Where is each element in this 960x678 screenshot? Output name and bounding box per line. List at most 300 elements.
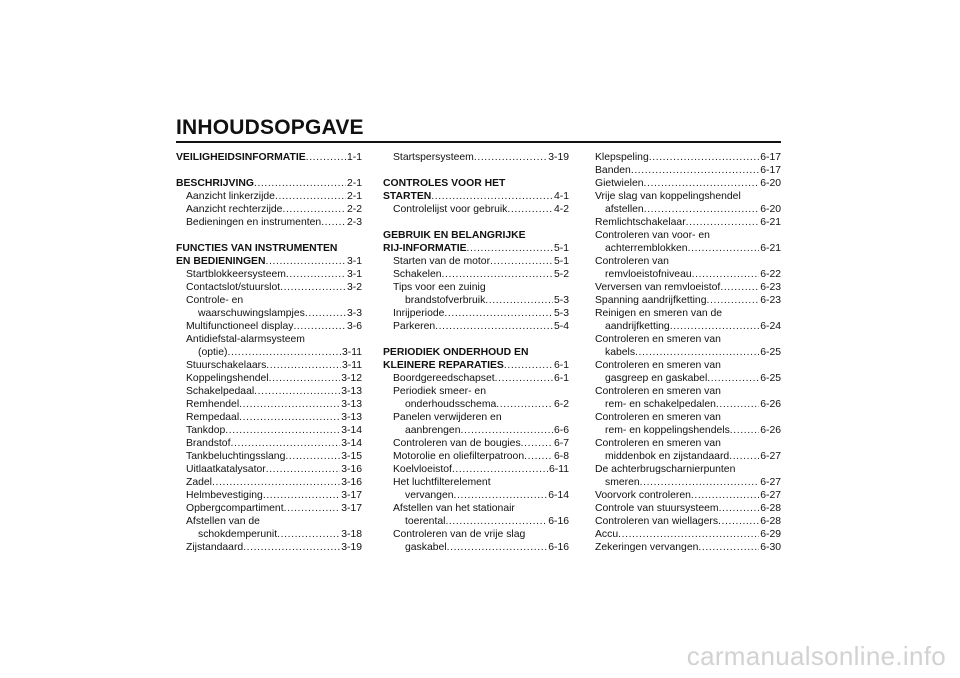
dot-leader bbox=[282, 203, 346, 216]
dot-leader bbox=[688, 242, 760, 255]
toc-page-number: 3-17 bbox=[341, 490, 362, 501]
toc-entry bbox=[595, 320, 781, 333]
toc-entry-title: gaskabel bbox=[405, 542, 447, 553]
toc-entry bbox=[383, 463, 569, 476]
toc-column-2 bbox=[383, 151, 569, 554]
dot-leader bbox=[631, 164, 759, 177]
toc-entry bbox=[595, 359, 781, 372]
toc-page-number: 3-16 bbox=[341, 464, 362, 475]
dot-leader bbox=[719, 502, 760, 515]
toc-entry-title: Starten van de motor bbox=[393, 256, 491, 267]
dot-leader bbox=[691, 489, 759, 502]
toc-entry-title: Bedieningen en instrumenten bbox=[186, 217, 322, 228]
toc-page-number: 6-1 bbox=[553, 360, 569, 371]
toc-page-number: 6-25 bbox=[760, 373, 781, 384]
toc-page-number: 6-23 bbox=[760, 282, 781, 293]
toc-entry-title: Verversen van remvloeistof bbox=[595, 282, 721, 293]
toc-entry-title: onderhoudsschema bbox=[405, 399, 497, 410]
dot-leader bbox=[321, 216, 346, 229]
toc-entry bbox=[595, 164, 781, 177]
toc-entry-title: Afstellen van het stationair bbox=[393, 503, 515, 514]
toc-entry-title: Banden bbox=[595, 165, 631, 176]
toc-entry-title: schokdemperunit bbox=[198, 529, 278, 540]
dot-leader bbox=[239, 398, 340, 411]
toc-entry bbox=[383, 437, 569, 450]
toc-entry bbox=[383, 255, 569, 268]
dot-leader bbox=[452, 463, 548, 476]
toc-page-number: 6-26 bbox=[760, 399, 781, 410]
page-title: INHOUDSOPGAVE bbox=[176, 116, 364, 139]
toc-entry-title: RIJ-INFORMATIE bbox=[383, 243, 467, 254]
toc-entry bbox=[383, 450, 569, 463]
toc-entry-title: Remhendel bbox=[186, 399, 240, 410]
dot-leader bbox=[707, 294, 760, 307]
toc-entry bbox=[383, 541, 569, 554]
toc-page-number: 1-1 bbox=[346, 152, 362, 163]
toc-entry-title: Zadel bbox=[186, 477, 212, 488]
dot-leader bbox=[230, 437, 340, 450]
toc-entry bbox=[383, 294, 569, 307]
toc-page-number: 4-1 bbox=[553, 191, 569, 202]
dot-leader bbox=[293, 320, 346, 333]
toc-entry bbox=[595, 177, 781, 190]
toc-entry-title: Opbergcompartiment bbox=[186, 503, 284, 514]
toc-page-number: 5-1 bbox=[553, 256, 569, 267]
toc-entry bbox=[176, 268, 362, 281]
dot-leader bbox=[640, 476, 760, 489]
toc-entry bbox=[383, 268, 569, 281]
toc-entry bbox=[383, 203, 569, 216]
toc-entry-title: achterremblokken bbox=[605, 243, 688, 254]
dot-leader bbox=[239, 411, 340, 424]
toc-entry-title: middenbok en zijstandaard bbox=[605, 451, 730, 462]
dot-leader bbox=[504, 359, 553, 372]
toc-entry-title: Brandstof bbox=[186, 438, 231, 449]
toc-entry-title: KLEINERE REPARATIES bbox=[383, 360, 504, 371]
dot-leader bbox=[442, 268, 553, 281]
toc-entry-title: Schakelen bbox=[393, 269, 442, 280]
toc-entry bbox=[595, 463, 781, 476]
dot-leader bbox=[686, 216, 760, 229]
dot-leader bbox=[435, 320, 553, 333]
toc-entry bbox=[595, 255, 781, 268]
toc-entry bbox=[176, 424, 362, 437]
toc-entry-title: Panelen verwijderen en bbox=[393, 412, 502, 423]
dot-leader bbox=[707, 372, 759, 385]
toc-entry bbox=[383, 489, 569, 502]
toc-entry bbox=[176, 177, 362, 190]
toc-entry-title: aanbrengen bbox=[405, 425, 461, 436]
toc-entry-title: Spanning aandrijfketting bbox=[595, 295, 707, 306]
dot-leader bbox=[507, 203, 553, 216]
dot-leader bbox=[644, 203, 760, 216]
toc-entry bbox=[383, 151, 569, 164]
dot-leader bbox=[718, 515, 759, 528]
toc-page-number: 6-26 bbox=[760, 425, 781, 436]
toc-entry-title: Zijstandaard bbox=[186, 542, 244, 553]
toc-entry bbox=[383, 502, 569, 515]
toc-entry-title: Controleren van bbox=[595, 256, 669, 267]
toc-entry-title: smeren bbox=[605, 477, 640, 488]
toc-page-number: 2-2 bbox=[346, 204, 362, 215]
dot-leader bbox=[225, 424, 340, 437]
dot-leader bbox=[243, 541, 340, 554]
toc-entry bbox=[176, 320, 362, 333]
toc-entry-title: toerental bbox=[405, 516, 446, 527]
toc-entry bbox=[595, 398, 781, 411]
toc-entry bbox=[595, 515, 781, 528]
toc-entry-title: Tankbeluchtingsslang bbox=[186, 451, 286, 462]
toc-entry bbox=[176, 281, 362, 294]
toc-entry bbox=[383, 411, 569, 424]
toc-page-number: 2-1 bbox=[346, 191, 362, 202]
dot-leader bbox=[285, 450, 340, 463]
toc-page-number: 3-6 bbox=[346, 321, 362, 332]
toc-entry bbox=[176, 528, 362, 541]
toc-page-number: 6-8 bbox=[553, 451, 569, 462]
toc-entry bbox=[176, 151, 362, 164]
toc-entry-title: Controleren en smeren van bbox=[595, 360, 721, 371]
toc-entry-title: remvloeistofniveau bbox=[605, 269, 692, 280]
toc-entry-title: Periodiek smeer- en bbox=[393, 386, 486, 397]
dot-leader bbox=[490, 255, 553, 268]
toc-entry bbox=[383, 528, 569, 541]
toc-entry-title: Startblokkeersysteem bbox=[186, 269, 286, 280]
toc-page-number: 6-20 bbox=[760, 178, 781, 189]
toc-page-number: 3-11 bbox=[341, 360, 362, 371]
toc-page-number: 6-21 bbox=[760, 217, 781, 228]
toc-entry bbox=[595, 151, 781, 164]
toc-entry bbox=[176, 515, 362, 528]
toc-entry-title: EN BEDIENINGEN bbox=[176, 256, 266, 267]
toc-entry bbox=[595, 294, 781, 307]
toc-entry-title: CONTROLES VOOR HET bbox=[383, 178, 506, 189]
dot-leader bbox=[286, 268, 346, 281]
toc-entry bbox=[595, 437, 781, 450]
dot-leader bbox=[454, 489, 548, 502]
toc-entry-title: Rempedaal bbox=[186, 412, 240, 423]
toc-page-number: 5-2 bbox=[553, 269, 569, 280]
dot-leader bbox=[444, 307, 553, 320]
dot-leader bbox=[485, 294, 553, 307]
toc-page-number: 3-1 bbox=[346, 269, 362, 280]
toc-entry-title: Controleren en smeren van bbox=[595, 386, 721, 397]
toc-entry bbox=[595, 203, 781, 216]
toc-entry bbox=[176, 372, 362, 385]
toc-page-number: 6-29 bbox=[760, 529, 781, 540]
toc-entry-title: Boordgereedschapset bbox=[393, 373, 495, 384]
dot-leader bbox=[254, 177, 346, 190]
toc-page-number: 6-17 bbox=[760, 152, 781, 163]
toc-page-number: 6-20 bbox=[760, 204, 781, 215]
toc-page-number: 6-27 bbox=[760, 451, 781, 462]
toc-entry-title: Tankdop bbox=[186, 425, 226, 436]
toc-page-number: 4-2 bbox=[553, 204, 569, 215]
toc-entry-title: Reinigen en smeren van de bbox=[595, 308, 723, 319]
dot-leader bbox=[649, 151, 759, 164]
toc-entry-title: Afstellen van de bbox=[186, 516, 260, 527]
toc-entry bbox=[595, 281, 781, 294]
toc-page-number: 5-3 bbox=[553, 295, 569, 306]
toc-entry-title: Accu bbox=[595, 529, 619, 540]
toc-page-number: 6-16 bbox=[548, 516, 569, 527]
toc-entry-title: Antidiefstal-alarmsysteem bbox=[186, 334, 305, 345]
dot-leader bbox=[254, 385, 340, 398]
dot-leader bbox=[618, 528, 759, 541]
toc-entry-title: Aanzicht rechterzijde bbox=[186, 204, 283, 215]
toc-entry bbox=[595, 190, 781, 203]
toc-page-number: 6-7 bbox=[553, 438, 569, 449]
dot-leader bbox=[445, 515, 547, 528]
toc-entry-title: Controleren van de bougies bbox=[393, 438, 521, 449]
toc-entry-title: Remlichtschakelaar bbox=[595, 217, 686, 228]
toc-entry-title: gasgreep en gaskabel bbox=[605, 373, 708, 384]
dot-leader bbox=[275, 190, 346, 203]
toc-entry-title: (optie) bbox=[198, 347, 228, 358]
toc-entry bbox=[383, 515, 569, 528]
dot-leader bbox=[670, 320, 760, 333]
toc-entry bbox=[383, 281, 569, 294]
toc-page-number: 2-3 bbox=[346, 217, 362, 228]
toc-entry-title: waarschuwingslampjes bbox=[198, 308, 305, 319]
toc-entry-title: Startspersysteem bbox=[393, 152, 474, 163]
dot-leader bbox=[306, 151, 346, 164]
toc-column-3 bbox=[595, 151, 781, 554]
toc-page-number: 5-4 bbox=[553, 321, 569, 332]
toc-entry-title: Klepspeling bbox=[595, 152, 649, 163]
toc-entry-title: rem- en schakelpedalen bbox=[605, 399, 716, 410]
toc-page-number: 3-15 bbox=[341, 451, 362, 462]
dot-leader bbox=[521, 437, 553, 450]
toc-entry-title: Helmbevestiging bbox=[186, 490, 263, 501]
dot-leader bbox=[496, 398, 553, 411]
toc-column-1 bbox=[176, 151, 362, 554]
toc-entry bbox=[176, 502, 362, 515]
toc-entry bbox=[595, 489, 781, 502]
toc-entry bbox=[383, 307, 569, 320]
toc-entry bbox=[595, 333, 781, 346]
toc-entry-title: Vrije slag van koppelingshendel bbox=[595, 191, 741, 202]
toc-entry bbox=[176, 333, 362, 346]
toc-entry bbox=[383, 229, 569, 242]
dot-leader bbox=[269, 372, 341, 385]
toc-page-number: 3-19 bbox=[341, 542, 362, 553]
dot-leader bbox=[227, 346, 341, 359]
title-rule bbox=[176, 141, 781, 143]
toc-page-number: 6-28 bbox=[760, 503, 781, 514]
dot-leader bbox=[266, 359, 341, 372]
toc-page-number: 6-11 bbox=[548, 464, 569, 475]
toc-entry-title: Multifunctioneel display bbox=[186, 321, 294, 332]
toc-entry bbox=[176, 203, 362, 216]
toc-entry bbox=[595, 385, 781, 398]
toc-entry bbox=[383, 242, 569, 255]
toc-entry-title: vervangen bbox=[405, 490, 454, 501]
toc-entry-title: Voorvork controleren bbox=[595, 490, 691, 501]
toc-entry bbox=[176, 450, 362, 463]
toc-entry-title: Tips voor een zuinig bbox=[393, 282, 486, 293]
toc-page-number: 6-30 bbox=[760, 542, 781, 553]
toc-entry bbox=[383, 372, 569, 385]
toc-entry bbox=[176, 463, 362, 476]
toc-entry-title: kabels bbox=[605, 347, 636, 358]
toc-entry-title: Controle van stuursysteem bbox=[595, 503, 719, 514]
toc-entry bbox=[176, 541, 362, 554]
toc-entry bbox=[176, 294, 362, 307]
toc-entry bbox=[595, 229, 781, 242]
toc-entry bbox=[176, 242, 362, 255]
toc-page-number: 6-17 bbox=[760, 165, 781, 176]
dot-leader bbox=[305, 307, 346, 320]
toc-page-number: 6-6 bbox=[553, 425, 569, 436]
toc-entry bbox=[595, 307, 781, 320]
toc-entry bbox=[595, 372, 781, 385]
toc-entry bbox=[176, 489, 362, 502]
dot-leader bbox=[212, 476, 340, 489]
toc-entry bbox=[383, 359, 569, 372]
dot-leader bbox=[730, 424, 759, 437]
toc-entry-title: Zekeringen vervangen bbox=[595, 542, 699, 553]
toc-page-number: 5-3 bbox=[553, 308, 569, 319]
toc-page-number: 3-17 bbox=[341, 503, 362, 514]
toc-entry bbox=[176, 385, 362, 398]
toc-entry bbox=[176, 307, 362, 320]
dot-leader bbox=[698, 541, 759, 554]
dot-leader bbox=[263, 489, 340, 502]
toc-page-number: 6-1 bbox=[553, 373, 569, 384]
toc-page-number: 3-18 bbox=[341, 529, 362, 540]
toc-entry bbox=[595, 476, 781, 489]
toc-page-number: 6-23 bbox=[760, 295, 781, 306]
toc-entry-title: PERIODIEK ONDERHOUD EN bbox=[383, 347, 529, 358]
toc-page-number: 6-16 bbox=[548, 542, 569, 553]
toc-page-number: 3-13 bbox=[341, 412, 362, 423]
toc-entry-title: Controleren en smeren van bbox=[595, 438, 721, 449]
toc-page-number: 6-22 bbox=[760, 269, 781, 280]
toc-page-number: 3-12 bbox=[341, 373, 362, 384]
toc-page-number: 3-14 bbox=[341, 425, 362, 436]
dot-leader bbox=[474, 151, 547, 164]
toc-entry-title: Controleren van wiellagers bbox=[595, 516, 719, 527]
toc-entry bbox=[595, 242, 781, 255]
toc-entry-title: Controleren van voor- en bbox=[595, 230, 710, 241]
dot-leader bbox=[524, 450, 553, 463]
toc-page-number: 3-13 bbox=[341, 399, 362, 410]
toc-entry-title: Stuurschakelaars bbox=[186, 360, 267, 371]
toc-entry-title: rem- en koppelingshendels bbox=[605, 425, 730, 436]
toc-entry bbox=[383, 476, 569, 489]
toc-entry bbox=[383, 398, 569, 411]
toc-entry bbox=[595, 346, 781, 359]
dot-leader bbox=[495, 372, 553, 385]
dot-leader bbox=[692, 268, 760, 281]
toc-entry-title: Koelvloeistof bbox=[393, 464, 452, 475]
toc-page-number: 6-27 bbox=[760, 490, 781, 501]
toc-page-number: 5-1 bbox=[553, 243, 569, 254]
toc-entry-title: Uitlaatkatalysator bbox=[186, 464, 266, 475]
toc-entry bbox=[176, 411, 362, 424]
toc-page-number: 6-14 bbox=[548, 490, 569, 501]
toc-entry bbox=[595, 216, 781, 229]
toc-entry bbox=[176, 476, 362, 489]
toc-entry bbox=[595, 450, 781, 463]
toc-entry-title: Motorolie en oliefilterpatroon bbox=[393, 451, 525, 462]
toc-entry bbox=[176, 216, 362, 229]
toc-entry bbox=[595, 502, 781, 515]
toc-entry-title: Controlelijst voor gebruik bbox=[393, 204, 508, 215]
toc-entry bbox=[383, 424, 569, 437]
toc-entry-title: Parkeren bbox=[393, 321, 436, 332]
toc-page-number: 6-24 bbox=[760, 321, 781, 332]
toc-entry bbox=[176, 255, 362, 268]
toc-entry-title: BESCHRIJVING bbox=[176, 178, 254, 189]
toc-page-number: 6-27 bbox=[760, 477, 781, 488]
toc-entry-title: Controleren en smeren van bbox=[595, 334, 721, 345]
toc-entry bbox=[595, 268, 781, 281]
dot-leader bbox=[447, 541, 548, 554]
dot-leader bbox=[635, 346, 759, 359]
dot-leader bbox=[460, 424, 552, 437]
dot-leader bbox=[431, 190, 553, 203]
dot-leader bbox=[729, 450, 759, 463]
toc-entry bbox=[595, 411, 781, 424]
toc-entry-title: GEBRUIK EN BELANGRIJKE bbox=[383, 230, 526, 241]
toc-entry bbox=[383, 320, 569, 333]
toc-entry bbox=[383, 190, 569, 203]
dot-leader bbox=[644, 177, 760, 190]
toc-entry bbox=[595, 528, 781, 541]
toc-page-number: 3-3 bbox=[346, 308, 362, 319]
toc-entry bbox=[176, 190, 362, 203]
toc-entry bbox=[383, 346, 569, 359]
toc-page-number: 3-1 bbox=[346, 256, 362, 267]
dot-leader bbox=[266, 255, 346, 268]
toc-entry-title: Aanzicht linkerzijde bbox=[186, 191, 275, 202]
toc-page-number: 3-16 bbox=[341, 477, 362, 488]
toc-entry-title: De achterbrugscharnierpunten bbox=[595, 464, 736, 475]
toc-entry-title: STARTEN bbox=[383, 191, 432, 202]
toc-entry-title: Inrijperiode bbox=[393, 308, 445, 319]
toc-entry bbox=[176, 437, 362, 450]
toc-page-number: 6-21 bbox=[760, 243, 781, 254]
dot-leader bbox=[720, 281, 759, 294]
toc-page-number: 6-25 bbox=[760, 347, 781, 358]
dot-leader bbox=[467, 242, 553, 255]
toc-page-number: 3-19 bbox=[548, 152, 569, 163]
toc-page-number: 3-2 bbox=[346, 282, 362, 293]
toc-entry bbox=[383, 385, 569, 398]
dot-leader bbox=[266, 463, 341, 476]
toc-entry-title: Koppelingshendel bbox=[186, 373, 269, 384]
toc-entry bbox=[176, 398, 362, 411]
toc-entry-title: Contactslot/stuurslot bbox=[186, 282, 281, 293]
toc-entry-title: Het luchtfilterelement bbox=[393, 477, 491, 488]
toc-entry-title: afstellen bbox=[605, 204, 644, 215]
toc-entry-title: Schakelpedaal bbox=[186, 386, 255, 397]
toc-entry bbox=[176, 346, 362, 359]
toc-entry-title: aandrijfketting bbox=[605, 321, 670, 332]
toc-entry-title: Controle- en bbox=[186, 295, 244, 306]
dot-leader bbox=[716, 398, 759, 411]
toc-page-number: 2-1 bbox=[346, 178, 362, 189]
toc-entry-title: Gietwielen bbox=[595, 178, 644, 189]
toc-page-number: 3-14 bbox=[341, 438, 362, 449]
dot-leader bbox=[277, 528, 340, 541]
toc-entry-title: FUNCTIES VAN INSTRUMENTEN bbox=[176, 243, 338, 254]
dot-leader bbox=[280, 281, 346, 294]
toc-entry-title: Controleren en smeren van bbox=[595, 412, 721, 423]
toc-entry bbox=[595, 424, 781, 437]
